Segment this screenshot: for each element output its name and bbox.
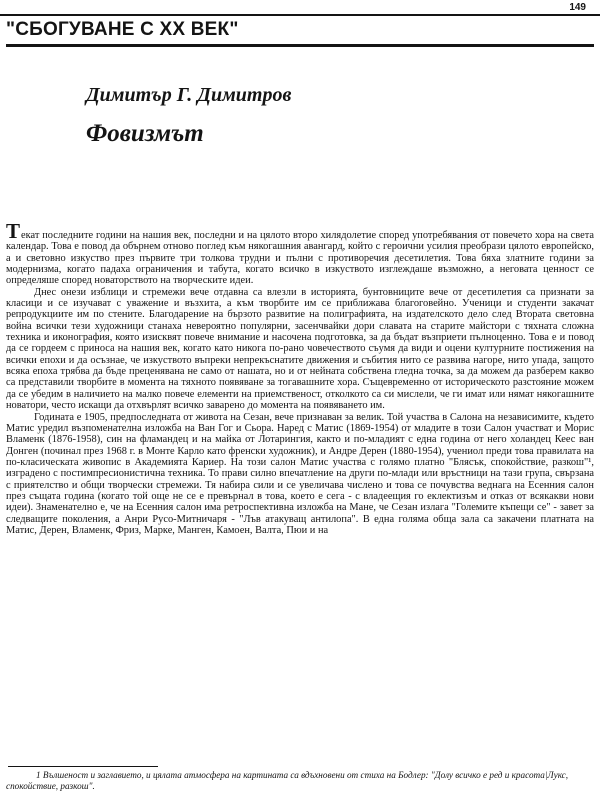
article-title: Фовизмът — [86, 120, 204, 147]
page-number: 149 — [569, 2, 586, 13]
paragraph: Днес онези изблици и стремежи вече отдавна са влезли в историята, бунтовниците вече от десетилетия са признати за класици и се изучават с уважение и възхита, а към творбите им се приближава благоговейно. Ученици и студенти закачат репродукциите им по стените. Благодарение на бързото развитие на полиграфията, на издателското дело след Втората световна война всички тези художници станаха невероятно популярни, засенчвайки дори славата на старите майстори с тяхната сложна техника и иконография, която изисквят повече внимание и насочена подготовка, за да бъдат възприети пълноценно. Това е и повод да се гордеем с приноса на нашия век, когато като никога по-рано човечеството съумя да види и оцени културните постижения на всички епохи и да осъзнае, че изкуството въпреки непрекъснатите движения и събития нито се развива нагоре, нито упада, защото всяка епоха трябва да бъде преценявана не само от нашата, но и от нейната собствена гледна точка, за да можем да разберем какво са представили творбите в момента на тяхното появяване за тогавашните хора. Същевременно от историческото разстояние можем да се убедим в наличието на малко повече елементи на приемственост, отколкото са си мислели, че ги имат или нямат някогашните новатори, често искащи да отхвърлят всичко заварено до момента на появяването им. — [6, 286, 594, 412]
author-name: Димитър Г. Димитров — [86, 84, 292, 106]
header-rule — [0, 14, 600, 16]
paragraph: Годината е 1905, предпоследната от живота на Сезан, вече признаван за велик. Той участва в Салона на независимите, където Матис уредил възпоменателна изложба на Ван Гог и Сьора. Наред с Матис (1869-1954) от младите в този Салон участват и Морис Вламенк (1876-1958), син на фламандец и на майка от Лотарингия, както и по-младият с една година от него холандец Кеес ван Донген (починал през 1968 г. в Монте Карло като френски художник), и Андре Дерен (1880-1954), учениол преди това правилата на по-класическата живопис в Академията Кариер. На този салон Матис участва с голямо платно "Блясък, спокойствие, разкош"¹, изградено с постимпресионистична техника. То прави силно впечатление на други по-млади или връстници на тази група, свързана с приятелство и общи творчески стремежи. Тя набира сили и се увеличава числено и това се почувства веднага на Есенния салон през същата година (когато той още не се е превърнал в това, което е сега - с владеещия го еклектизъм и отказ от всякакви нови идеи). Знаменателно е, че на Есенния салон има ретроспективна изложба на Мане, че Сезан излага "Големите къпещи се" - завет за следващите поколения, а Анри Русо-Митничаря - "Лъв атакуващ антилопа". В една голяма обща зала са закачени платната на Матис, Дерен, Вламенк, Фриз, Марке, Манген, Камоен, Валта, Пюи и на — [6, 411, 594, 536]
drop-cap: Т — [6, 219, 21, 243]
paragraph — [6, 219, 594, 287]
article-body — [6, 219, 594, 536]
paragraph-text: екат последните години на нашия век, последни и на цялото второ хилядолетие според употребявания от повечето хора на света календар. Това е повод да обърнем отново поглед към някогашния авангард, който с героични усилия преобрази цялото европейско, а и световно изкуство през първите три толкова трудни и пълни с противоречия десетилетия. Това бяха златните години за модернизма, когато падаха ограничения и табута, когато всичко в изкуството изглеждаше възможно, а неговата ценност се определяше според новаторството на творческите идеи. — [6, 230, 594, 287]
section-title-underline — [6, 44, 594, 47]
section-title: "СБОГУВАНЕ С XX ВЕК" — [6, 19, 239, 40]
footnote: 1 Вълшеност и заглавието, и цялата атмосфера на картината са вдъхновени от стиха на Бодлер: "Долу всичко е ред и красота|Лукс, спокойствие, разкош". — [6, 770, 569, 791]
footnote-rule — [8, 766, 158, 767]
